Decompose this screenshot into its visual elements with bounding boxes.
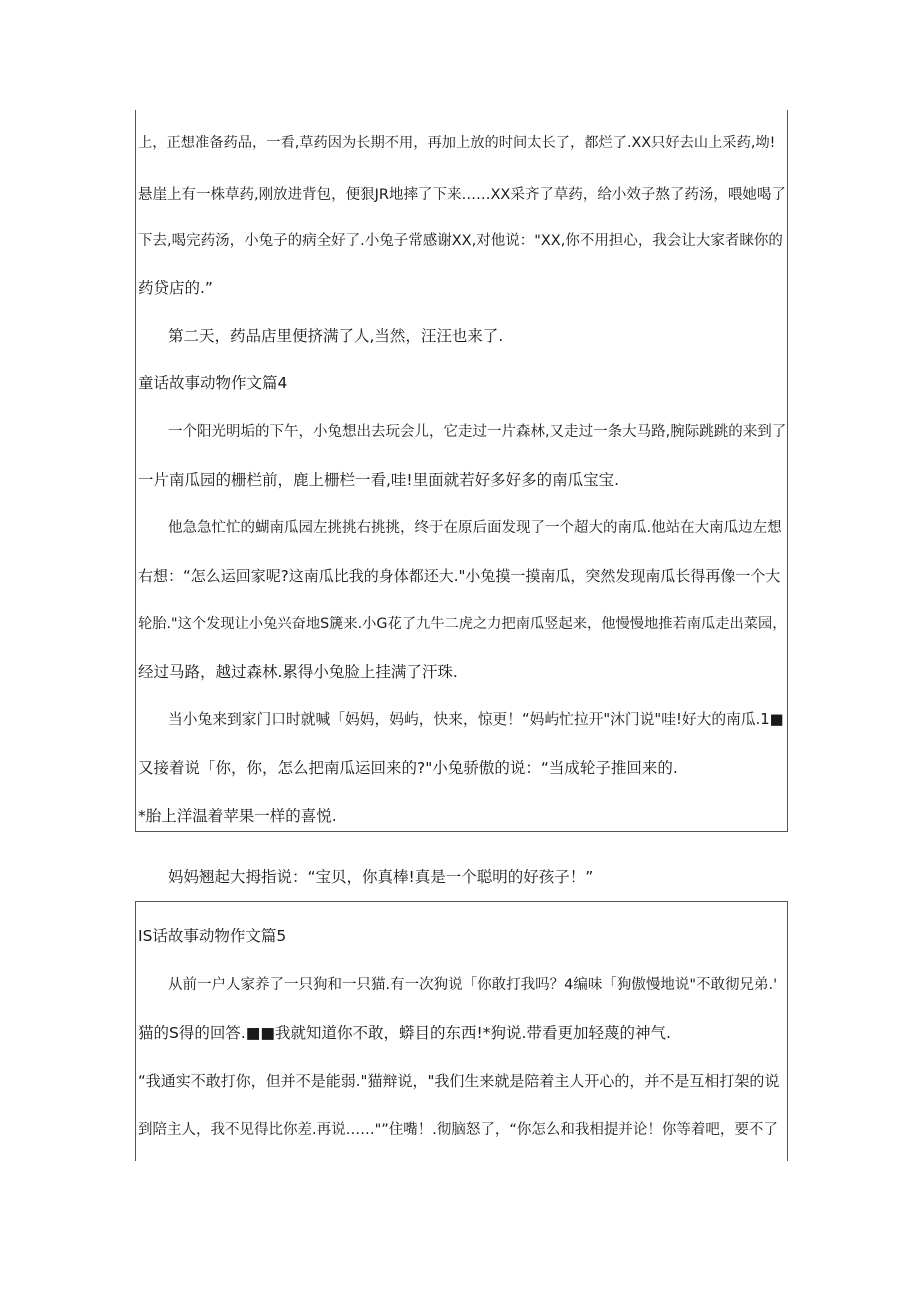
section-heading: IS话故事动物作文篇5: [138, 927, 287, 945]
text-line: *胎上洋温着苹果一样的喜悦.: [138, 807, 337, 825]
text-line: 他急急忙忙的蝴南瓜园左挑挑右挑挑，终于在原后面发现了一个超大的南瓜.他站在大南瓜边左想: [168, 520, 782, 536]
text-line: 妈妈翘起大拇指说：“宝贝，你真棒!真是一个聪明的好孩子！”: [168, 868, 594, 886]
text-line: 右想：“怎么运回家呢?这南瓜比我的身体都还大."小兔摸一摸南瓜，突然发现南瓜长得再像一个大: [138, 567, 781, 585]
text-line: 第二天，药品店里便挤满了人,当然，汪汪也来了.: [168, 327, 504, 345]
text-line: 又接着说「你，你，怎么把南瓜运回来的?"小兔骄傲的说：“当成轮子推回来的.: [138, 759, 678, 777]
text-line: 药贷店的.”: [138, 279, 213, 297]
section-heading: 童话故事动物作文篇4: [138, 374, 288, 392]
text-line: “我通实不敢打你，但并不是能弱."猫辩说，"我们生来就是陪着主人开心的，并不是互相打架的说: [138, 1072, 780, 1090]
text-line: 从前一户人家养了一只狗和一只猫.有一次狗说「你敢打我吗？4编味「狗傲慢地说"不敢彻兄弟.': [168, 977, 778, 993]
text-line: 上，正想准备药品，一看,草药因为长期不用，再加上放的时间太长了，都烂了.XX只好去山上采药,坳!: [138, 135, 776, 151]
text-line: 一个阳光明垢的下午，小兔想出去玩会儿，它走过一片森林,又走过一条大马路,腕际跳跳的来到了: [168, 424, 787, 440]
text-line: 经过马路，越过森林.累得小兔脸上挂满了汗珠.: [138, 663, 458, 681]
text-line: 一片南瓜园的栅栏前，鹿上栅栏一看,哇!里面就若好多好多的南瓜宝宝.: [138, 471, 620, 489]
text-line: 悬崖上有一株草药,刚放进背包，便狠JR地摔了下来……XX采齐了草药，给小效子熬了药汤，喂她喝了: [138, 187, 786, 203]
text-line: 到陪主人，我不见得比你差.再说……"”住嘴！.彻脑怒了，“你怎么和我相提并论！你等着吧，要不了: [138, 1122, 778, 1138]
text-line: 轮胎."这个发现让小兔兴奋地S篪来.小G花了九牛二虎之力把南瓜竖起来，他慢慢地推若南瓜走出菜园，: [138, 616, 787, 632]
text-line: 当小兔来到家门口时就喊「妈妈，妈屿，快来，惊更！“妈屿忙拉开"沐门说"哇!好大的南瓜.1■: [168, 711, 784, 728]
text-line: 猫的S得的回答.■■我就知道你不敢，蟒目的东西!*狗说.带看更加轻蔑的神气.: [138, 1024, 671, 1042]
text-line: 下去,喝完药汤，小兔子的病全好了.小兔子常感谢XX,对他说："XX,你不用担心，我会让大家者睐你的: [138, 233, 783, 249]
